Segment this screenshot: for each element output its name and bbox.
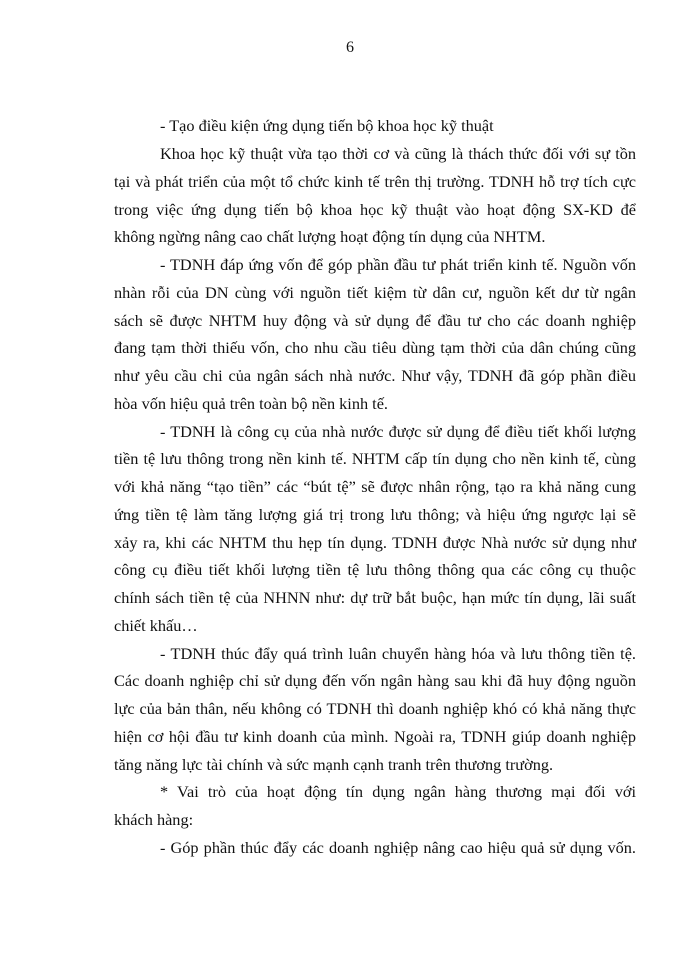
text-line: hiện cơ hội đầu tư kinh doanh của mình. Ngoài ra, TDNH giúp doanh nghiệp [114, 727, 636, 746]
text-line: với khả năng “tạo tiền” các “bút tệ” sẽ được nhân rộng, tạo ra khả năng cung [114, 477, 636, 496]
text-line: hòa vốn hiệu quả trên toàn bộ nền kinh tế. [114, 394, 388, 413]
text-line: trong việc ứng dụng tiến bộ khoa học kỹ thuật vào hoạt động SX-KD để [114, 200, 636, 219]
text-line: - TDNH đáp ứng vốn để góp phần đầu tư phát triển kinh tế. Nguồn vốn [160, 255, 636, 274]
text-line: xảy ra, khi các NHTM thu hẹp tín dụng. TDNH được Nhà nước sử dụng như [114, 533, 636, 552]
text-line: ứng tiền tệ làm tăng lượng giá trị trong lưu thông; và hiệu ứng ngược lại sẽ [114, 505, 636, 524]
text-line: không ngừng nâng cao chất lượng hoạt động tín dụng của NHTM. [114, 227, 546, 246]
text-line: tại và phát triển của một tổ chức kinh tế trên thị trường. TDNH hỗ trợ tích cực [114, 172, 636, 191]
text-line: chiết khấu… [114, 616, 198, 635]
text-line: - Tạo điều kiện ứng dụng tiến bộ khoa học kỹ thuật [160, 116, 494, 135]
text-line: khách hàng: [114, 810, 194, 829]
text-line: như yêu cầu chi của ngân sách nhà nước. Như vậy, TDNH đã góp phần điều [114, 366, 636, 385]
page-number: 6 [346, 39, 354, 56]
text-line: đang tạm thời thiếu vốn, cho nhu cầu tiêu dùng tạm thời của dân chúng cũng [114, 338, 636, 357]
text-line: nhàn rỗi của DN cùng với nguồn tiết kiệm từ dân cư, nguồn kết dư từ ngân [114, 283, 636, 302]
text-line: chính sách tiền tệ của NHNN như: dự trữ bắt buộc, hạn mức tín dụng, lãi suất [114, 588, 636, 607]
text-line: lực của bản thân, nếu không có TDNH thì doanh nghiệp khó có khả năng thực [114, 699, 636, 718]
text-line: - Góp phần thúc đẩy các doanh nghiệp nâng cao hiệu quả sử dụng vốn. [160, 838, 636, 857]
text-line: công cụ điều tiết khối lượng tiền tệ lưu thông thông qua các công cụ thuộc [114, 560, 636, 579]
text-line: Khoa học kỹ thuật vừa tạo thời cơ và cũng là thách thức đối với sự tồn [160, 144, 636, 163]
text-line: Các doanh nghiệp chỉ sử dụng đến vốn ngân hàng sau khi đã huy động nguồn [114, 671, 636, 690]
text-line: tăng năng lực tài chính và sức mạnh cạnh tranh trên thương trường. [114, 755, 554, 774]
text-line: sách sẽ được NHTM huy động và sử dụng để đầu tư cho các doanh nghiệp [114, 311, 636, 330]
text-line: - TDNH thúc đẩy quá trình luân chuyển hàng hóa và lưu thông tiền tệ. [160, 644, 636, 663]
text-line: - TDNH là công cụ của nhà nước được sử dụng để điều tiết khối lượng [160, 422, 636, 441]
text-line: tiền tệ lưu thông trong nền kinh tế. NHTM cấp tín dụng cho nền kinh tế, cùng [114, 449, 636, 468]
text-line: * Vai trò của hoạt động tín dụng ngân hàng thương mại đối với [160, 782, 636, 801]
